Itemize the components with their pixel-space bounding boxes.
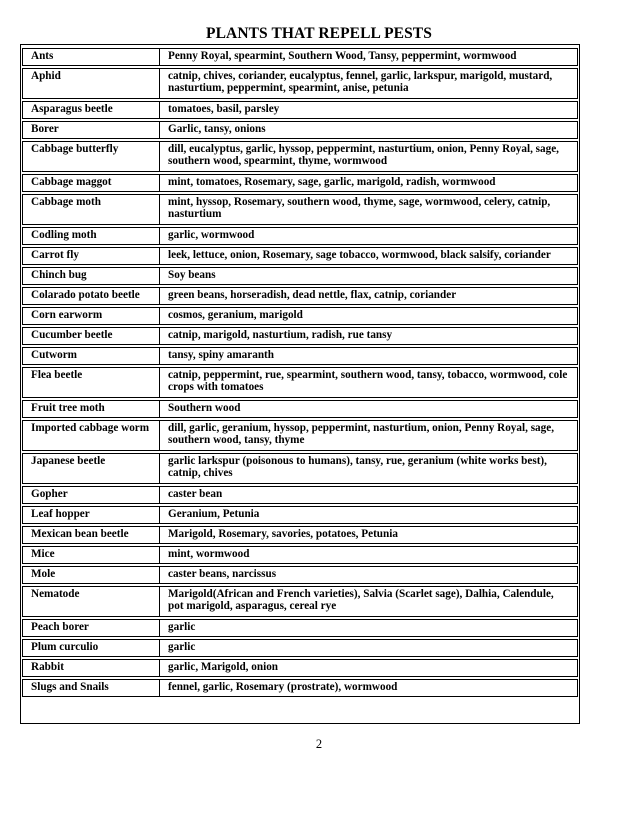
pest-name-cell: Cabbage butterfly xyxy=(22,141,159,172)
pest-name-cell: Cabbage maggot xyxy=(22,174,159,192)
repellent-plants-cell: Soy beans xyxy=(159,267,578,285)
pest-name-cell: Gopher xyxy=(22,486,159,504)
pest-name-cell: Japanese beetle xyxy=(22,453,159,484)
pest-name-cell: Leaf hopper xyxy=(22,506,159,524)
pest-name-cell: Colarado potato beetle xyxy=(22,287,159,305)
repellent-plants-cell: catnip, chives, coriander, eucalyptus, fennel, garlic, larkspur, marigold, mustard, nasturtium, peppermint, spearmint, anise, petunia xyxy=(159,68,578,99)
pest-name-cell: Mice xyxy=(22,546,159,564)
pest-name-cell: Nematode xyxy=(22,586,159,617)
table-row xyxy=(22,287,578,305)
repellent-plants-cell: catnip, marigold, nasturtium, radish, rue tansy xyxy=(159,327,578,345)
table-row xyxy=(22,400,578,418)
table-row xyxy=(22,367,578,398)
table-row xyxy=(22,659,578,677)
pest-name-cell: Mole xyxy=(22,566,159,584)
repellent-plants-cell: Geranium, Petunia xyxy=(159,506,578,524)
pest-name-cell: Mexican bean beetle xyxy=(22,526,159,544)
pest-table-body xyxy=(22,48,578,697)
pest-name-cell: Imported cabbage worm xyxy=(22,420,159,451)
table-row xyxy=(22,506,578,524)
table-row xyxy=(22,566,578,584)
repellent-plants-cell: cosmos, geranium, marigold xyxy=(159,307,578,325)
repellent-plants-cell: tomatoes, basil, parsley xyxy=(159,101,578,119)
repellent-plants-cell: Southern wood xyxy=(159,400,578,418)
pest-name-cell: Cabbage moth xyxy=(22,194,159,225)
pest-name-cell: Cucumber beetle xyxy=(22,327,159,345)
table-row xyxy=(22,546,578,564)
repellent-plants-cell: leek, lettuce, onion, Rosemary, sage tobacco, wormwood, black salsify, coriander xyxy=(159,247,578,265)
repellent-plants-cell: caster bean xyxy=(159,486,578,504)
repellent-plants-cell: Penny Royal, spearmint, Southern Wood, Tansy, peppermint, wormwood xyxy=(159,48,578,66)
pest-name-cell: Corn earworm xyxy=(22,307,159,325)
page-title: PLANTS THAT REPELL PESTS xyxy=(206,25,432,42)
table-row xyxy=(22,347,578,365)
pest-name-cell: Flea beetle xyxy=(22,367,159,398)
table-row xyxy=(22,247,578,265)
pest-name-cell: Peach borer xyxy=(22,619,159,637)
page-number: 2 xyxy=(315,737,323,751)
pest-name-cell: Plum curculio xyxy=(22,639,159,657)
pest-name-cell: Chinch bug xyxy=(22,267,159,285)
repellent-plants-cell: mint, wormwood xyxy=(159,546,578,564)
table-row xyxy=(22,141,578,172)
table-row xyxy=(22,101,578,119)
table-row xyxy=(22,48,578,66)
table-row xyxy=(22,420,578,451)
pest-table xyxy=(22,46,578,699)
table-row xyxy=(22,327,578,345)
repellent-plants-cell: mint, tomatoes, Rosemary, sage, garlic, marigold, radish, wormwood xyxy=(159,174,578,192)
repellent-plants-cell: green beans, horseradish, dead nettle, flax, catnip, coriander xyxy=(159,287,578,305)
repellent-plants-cell: Garlic, tansy, onions xyxy=(159,121,578,139)
table-row xyxy=(22,194,578,225)
table-row xyxy=(22,68,578,99)
table-row xyxy=(22,586,578,617)
repellent-plants-cell: caster beans, narcissus xyxy=(159,566,578,584)
repellent-plants-cell: garlic xyxy=(159,639,578,657)
pest-name-cell: Borer xyxy=(22,121,159,139)
table-row xyxy=(22,307,578,325)
table-row xyxy=(22,619,578,637)
table-row xyxy=(22,639,578,657)
table-row xyxy=(22,121,578,139)
repellent-plants-cell: garlic, Marigold, onion xyxy=(159,659,578,677)
repellent-plants-cell: tansy, spiny amaranth xyxy=(159,347,578,365)
repellent-plants-cell: dill, garlic, geranium, hyssop, peppermint, nasturtium, onion, Penny Royal, sage, southern wood, tansy, thyme xyxy=(159,420,578,451)
pest-name-cell: Ants xyxy=(22,48,159,66)
repellent-plants-cell: fennel, garlic, Rosemary (prostrate), wormwood xyxy=(159,679,578,697)
table-row xyxy=(22,267,578,285)
table-row xyxy=(22,453,578,484)
table-row xyxy=(22,526,578,544)
repellent-plants-cell: mint, hyssop, Rosemary, southern wood, thyme, sage, wormwood, celery, catnip, nasturtium xyxy=(159,194,578,225)
table-row xyxy=(22,227,578,245)
repellent-plants-cell: garlic, wormwood xyxy=(159,227,578,245)
pest-name-cell: Codling moth xyxy=(22,227,159,245)
pest-name-cell: Asparagus beetle xyxy=(22,101,159,119)
table-row xyxy=(22,174,578,192)
pest-name-cell: Cutworm xyxy=(22,347,159,365)
pest-name-cell: Aphid xyxy=(22,68,159,99)
table-row xyxy=(22,486,578,504)
repellent-plants-cell: garlic larkspur (poisonous to humans), tansy, rue, geranium (white works best), catnip, chives xyxy=(159,453,578,484)
pest-name-cell: Slugs and Snails xyxy=(22,679,159,697)
repellent-plants-cell: garlic xyxy=(159,619,578,637)
table-row xyxy=(22,679,578,697)
repellent-plants-cell: Marigold, Rosemary, savories, potatoes, Petunia xyxy=(159,526,578,544)
pest-name-cell: Carrot fly xyxy=(22,247,159,265)
pest-name-cell: Fruit tree moth xyxy=(22,400,159,418)
repellent-plants-cell: catnip, peppermint, rue, spearmint, southern wood, tansy, tobacco, wormwood, cole crops with tomatoes xyxy=(159,367,578,398)
pest-name-cell: Rabbit xyxy=(22,659,159,677)
repellent-plants-cell: dill, eucalyptus, garlic, hyssop, peppermint, nasturtium, onion, Penny Royal, sage, southern wood, spearmint, thyme, wormwood xyxy=(159,141,578,172)
repellent-plants-cell: Marigold(African and French varieties), Salvia (Scarlet sage), Dalhia, Calendule, pot marigold, asparagus, cereal rye xyxy=(159,586,578,617)
